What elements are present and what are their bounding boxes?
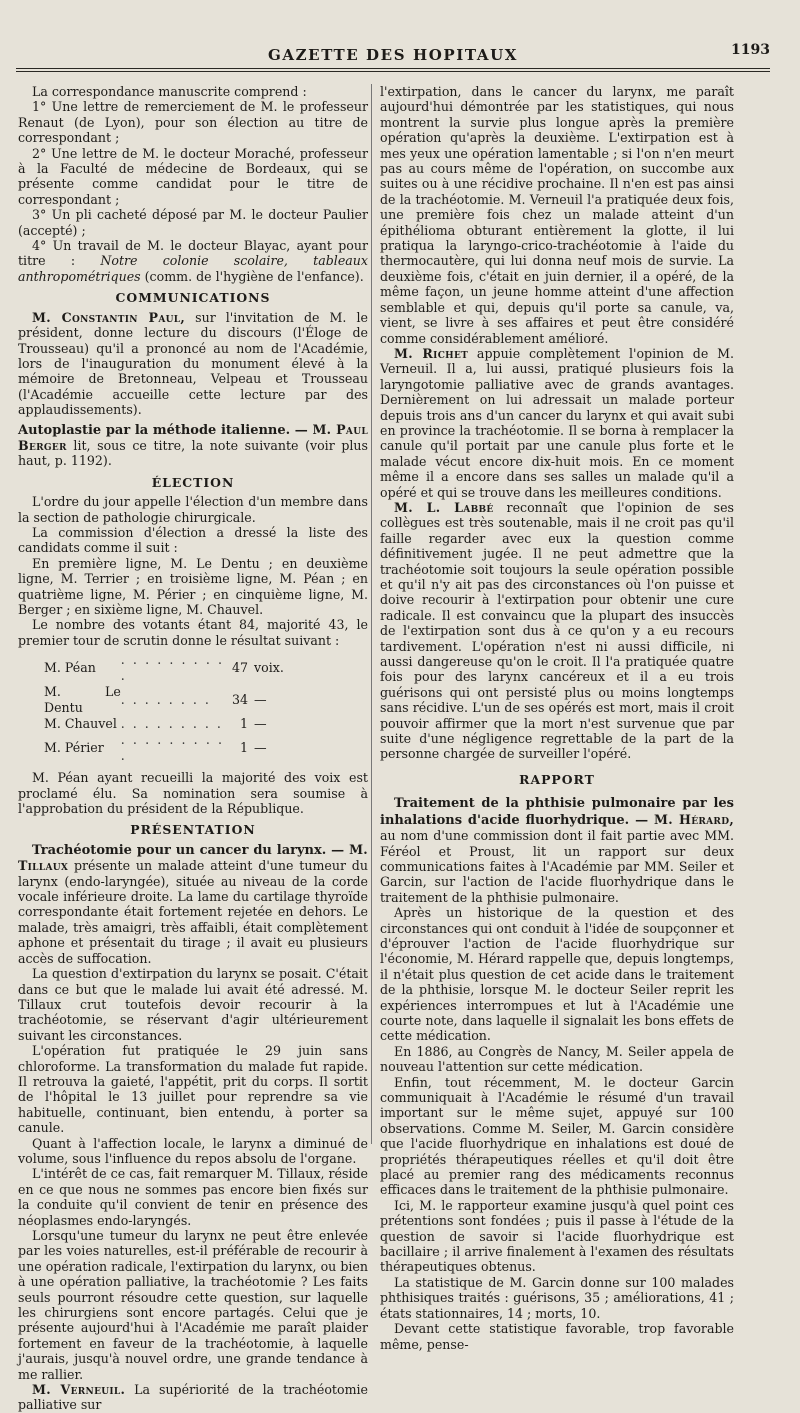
paragraph bbox=[380, 795, 734, 905]
article-title: Traitement de la phthisie pulmonaire par les inhalations d'acide fluorhydrique. — bbox=[380, 796, 734, 828]
section-heading-election: ÉLECTION bbox=[151, 474, 235, 490]
paragraph: M. Péan ayant recueilli la majorité des voix est proclamé élu. Sa nomination sera soumise à l'approbation du président de la République. bbox=[18, 770, 368, 817]
candidate-name: M. Péan bbox=[44, 660, 96, 676]
vote-row bbox=[44, 652, 294, 684]
vote-count: 34 bbox=[231, 692, 248, 708]
text: reconnaît que l'opinion de ses collègues est très soutenable, mais il ne croit pas qu'il faille regarder avec eux la question comme définitivement jugée. Il ne peut admettre que la trachéotomie soit toujours la seule opération possible et qu'il n'y ait pas des circonstances où l'on puisse et doive recourir à l'extirpation pour obtenir une cure radicale. Il est convaincu que la plupart des insuccès de l'extirpation sont dus à ce qu'on y a eu recours tardivement. L'opération n'est ni aussi difficile, ni aussi dangereuse qu'on le croit. Il l'a pratiquée quatre fois pour des larynx cancéreux et il a eu trois guérisons qui ont persisté plus ou moins longtemps sans récidive. L'un de ses opérés est mort, mais il croit pouvoir affirmer que la mort n'est survenue que par suite d'une négligence regrettable de la part de la personne chargée de surveiller l'opéré. bbox=[380, 499, 734, 762]
paragraph: La correspondance manuscrite comprend : bbox=[32, 84, 307, 99]
vote-unit: voix. bbox=[254, 660, 284, 676]
leader-dots: . . . . . . . . . bbox=[120, 716, 223, 732]
paragraph: Lorsqu'une tumeur du larynx ne peut être enlevée par les voies naturelles, est-il préférable de recourir à une opération radicale, l'extirpation du larynx, ou bien à une opération palliative, la trachéotomie ? Les faits seuls pourront résoudre cette question, sur laquelle les chirurgiens sont encore partagés. Celui que je présente aujourd'hui à l'Académie me paraît plaider fortement en faveur de la trachéotomie, à laquelle j'aurais, jusqu'à nouvel ordre, une grande tendance à me rallier. bbox=[18, 1228, 368, 1382]
vote-count: 47 bbox=[231, 660, 248, 676]
paragraph: Devant cette statistique favorable, trop favorable même, pense- bbox=[380, 1321, 734, 1352]
candidate-name: M. Périer bbox=[44, 740, 104, 756]
speaker-name: M. Tillaux bbox=[18, 841, 368, 874]
paragraph bbox=[380, 346, 734, 500]
paragraph: La commission d'élection a dressé la liste des candidats comme il suit : bbox=[18, 524, 368, 556]
speaker-name: M. Paul Berger bbox=[18, 421, 368, 453]
paragraph bbox=[18, 1382, 368, 1413]
paragraph: l'extirpation, dans le cancer du larynx, me paraît aujourd'hui démontrée par les statistiques, qui nous montrent la survie plus longue après la première opération qu'après la deuxième. L'extirpation est à mes yeux une opération lamentable ; si l'on n'en meurt pas au cours même de l'opération, on succombe aux suites ou à une récidive prochaine. Il n'en est pas ainsi de la trachéotomie. M. Verneuil l'a pratiquée deux fois, une première fois chez un malade atteint d'un épithélioma obturant entièrement la glotte, il lui pratiqua la laryngo-crico-trachéotomie à l'aide du thermocautère, qui lui donna neuf mois de survie. La deuxième fois, c'était en juin dernier, il a opéré, de la même façon, un jeune homme atteint d'une affection semblable et qui, depuis qu'il porte sa canule, va, vient, se livre à ses affaires et peut être considéré comme considérablement amélioré. bbox=[380, 84, 734, 346]
paragraph: Le nombre des votants étant 84, majorité 43, le premier tour de scrutin donne le résultat suivant : bbox=[18, 617, 368, 648]
paragraph: En 1886, au Congrès de Nancy, M. Seiler appela de nouveau l'attention sur cette médication. bbox=[380, 1043, 734, 1075]
section-heading-communications: COMMUNICATIONS bbox=[115, 290, 271, 306]
vote-count: 1 bbox=[239, 740, 248, 756]
paragraph bbox=[18, 310, 368, 418]
paragraph: L'intérêt de ce cas, fait remarquer M. Tillaux, réside en ce que nous ne sommes pas encore bien fixés sur la conduite qu'il convient de tenir en présence des néoplasmes endo-laryngés. bbox=[18, 1166, 368, 1228]
text: lit, sous ce titre, la note suivante (voir plus haut, p. 1192). bbox=[18, 437, 368, 469]
page-header bbox=[16, 38, 770, 68]
right-column bbox=[380, 84, 734, 1352]
text: appuie complètement l'opinion de M. Verneuil. Il a, lui aussi, pratiqué plusieurs fois la laryngotomie palliative avec de grands avantages. Dernièrement on lui adressait un malade porteur depuis trois ans d'un cancer du larynx et qui avait subi en province la trachéotomie. Il se borna à remplacer la canule qu'il portait par une canule plus forte et le malade vécut encore dix-huit mois. En ce moment même il a encore dans ses salles un malade qu'il a opéré et qui se trouve dans les meilleures conditions. bbox=[380, 345, 734, 500]
text: présente un malade atteint d'une tumeur du larynx (endo-laryngée), située au niveau de la corde vocale inférieure droite. La lame du cartilage thyroïde correspondante était fortement rejetée en dehors. Le malade, très amaigri, très affaibli, était complètement aphone et présentait du tirage ; il avait eu plusieurs accès de suffocation. bbox=[18, 858, 368, 966]
candidate-name: M. Le Dentu bbox=[44, 684, 121, 716]
speaker-name: M. Hérard, bbox=[654, 811, 734, 827]
paragraph: Ici, M. le rapporteur examine jusqu'à quel point ces prétentions sont fondées ; puis il passe à l'étude de la question de savoir si l'acide fluorhydrique est bacillaire ; il arrive finalement à l'examen des résultats thérapeutiques obtenus. bbox=[380, 1197, 734, 1275]
text: La supériorité de la trachéotomie palliative sur bbox=[18, 1382, 368, 1413]
vote-unit: — bbox=[254, 716, 267, 732]
paragraph bbox=[18, 238, 368, 284]
paragraph: L'ordre du jour appelle l'élection d'un membre dans la section de pathologie chirurgicale. bbox=[18, 494, 368, 525]
paragraph: En première ligne, M. Le Dentu ; en deuxième ligne, M. Terrier ; en troisième ligne, M. Péan ; en quatrième ligne, M. Périer ; en cinquième ligne, M. Berger ; en sixième ligne, M. Chauvel. bbox=[18, 555, 368, 617]
paragraph: Enfin, tout récemment, M. le docteur Garcin communiquait à l'Académie le résumé d'un travail important sur le même sujet, appuyé sur 100 observations. Comme M. Seiler, M. Garcin considère que l'acide fluorhydrique en inhalations est doué de propriétés thérapeutiques réelles et qu'il doit être placé au premier rang des médicaments reconnus efficaces dans le traitement de la phthisie pulmonaire. bbox=[380, 1074, 734, 1198]
paragraph: 2° Une lettre de M. le docteur Moraché, professeur à la Faculté de médecine de Bordeaux, qui se présente comme candidat pour le titre de correspondant ; bbox=[18, 145, 368, 207]
paragraph: 3° Un pli cacheté déposé par M. le docteur Paulier (accepté) ; bbox=[18, 207, 368, 238]
leader-dots: . . . . . . . . . . bbox=[120, 652, 224, 684]
vote-unit: — bbox=[254, 740, 267, 756]
text: (comm. de l'hygiène de l'enfance). bbox=[140, 268, 364, 284]
paragraph bbox=[380, 500, 734, 762]
journal-title: GAZETTE DES HOPITAUX bbox=[267, 46, 518, 64]
vote-row bbox=[44, 732, 294, 764]
vote-results-table bbox=[44, 652, 294, 764]
leader-dots: . . . . . . . . . . bbox=[120, 732, 224, 764]
vote-row bbox=[44, 716, 294, 732]
left-column bbox=[18, 84, 368, 1413]
speaker-name: M. L. Labbé bbox=[394, 499, 494, 515]
speaker-name: M. Constantin Paul, bbox=[32, 309, 186, 325]
vote-unit: — bbox=[254, 692, 267, 708]
vote-row bbox=[44, 684, 294, 716]
leader-dots: . . . . . . . . bbox=[120, 692, 211, 708]
candidate-name: M. Chauvel bbox=[44, 716, 117, 732]
work-title: Notre colonie scolaire, tableaux anthropométriques bbox=[18, 253, 368, 284]
text: au nom d'une commission dont il fait partie avec MM. Féréol et Proust, lit un rapport sur deux communications faites à l'Académie par MM. Seiler et Garcin, sur l'action de l'acide fluorhydrique dans le traitement de la phthisie pulmonaire. bbox=[380, 828, 734, 905]
paragraph: L'opération fut pratiquée le 29 juin sans chloroforme. La transformation du malade fut rapide. Il retrouva la gaieté, l'appétit, prit du corps. Il sortit de l'hôpital le 13 juillet pour reprendre sa vie habituelle, continuant, bien entendu, à porter sa canule. bbox=[18, 1043, 368, 1136]
text: 4° Un travail de M. le docteur Blayac, ayant pour titre : bbox=[18, 238, 368, 269]
article-title: Autoplastie par la méthode italienne. — bbox=[18, 422, 313, 438]
paragraph: La statistique de M. Garcin donne sur 100 malades phthisiques traités : guérisons, 35 ; améliorations, 41 ; états stationnaires, 14 ; morts, 10. bbox=[380, 1274, 734, 1321]
text: sur l'invitation de M. le président, donne lecture du discours (l'Éloge de Trousseau) qu'il a prononcé au nom de l'Académie, lors de l'inauguration du monument élevé à la mémoire de Bretonneau, Velpeau et Trousseau (l'Académie accueille cette lecture par des applaudissements). bbox=[18, 309, 368, 418]
speaker-name: M. Verneuil. bbox=[32, 1382, 126, 1398]
paragraph bbox=[18, 422, 368, 469]
paragraph: La question d'extirpation du larynx se posait. C'était dans ce but que le malade lui avait été adressé. M. Tillaux crut toutefois devoir recourir à la trachéotomie, se réservant d'agir ultérieurement suivant les circonstances. bbox=[18, 966, 368, 1043]
section-heading-presentation: PRÉSENTATION bbox=[130, 822, 256, 838]
speaker-name: M. Richet bbox=[394, 345, 469, 361]
page-number: 1193 bbox=[731, 42, 770, 58]
paragraph: Après un historique de la question et des circonstances qui ont conduit à l'idée de soupçonner et d'éprouver l'action de l'acide fluorhydrique sur l'économie, M. Hérard rappelle que, depuis longtemps, il n'était plus question de cet acide dans le traitement de la phthisie, lorsque M. le docteur Seiler reprit les expériences interrompues et lut à l'Académie une courte note, dans laquelle il signalait les bons effets de cette médication. bbox=[380, 905, 734, 1044]
paragraph: Quant à l'affection locale, le larynx a diminué de volume, sous l'influence du repos absolu de l'organe. bbox=[18, 1135, 368, 1166]
vote-count: 1 bbox=[239, 716, 248, 732]
paragraph bbox=[18, 842, 368, 966]
header-rule bbox=[16, 68, 770, 72]
column-divider bbox=[371, 84, 372, 1144]
section-heading-rapport: RAPPORT bbox=[519, 771, 595, 787]
article-title: Trachéotomie pour un cancer du larynx. — bbox=[32, 842, 350, 858]
paragraph: 1° Une lettre de remerciement de M. le professeur Renaut (de Lyon), pour son élection au titre de correspondant ; bbox=[18, 99, 368, 146]
